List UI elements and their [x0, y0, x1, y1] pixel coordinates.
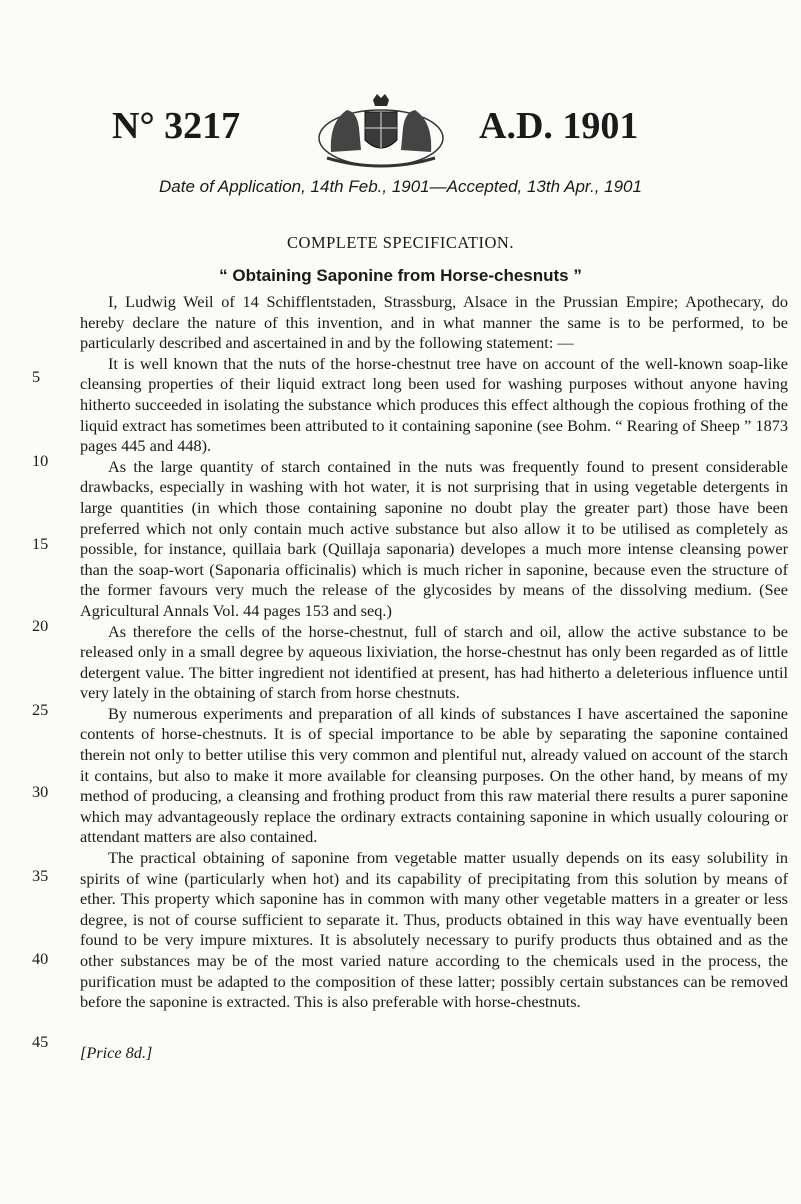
- line-number: 15: [32, 534, 49, 553]
- specification-body: [53, 292, 788, 1013]
- document-title: “ Obtaining Saponine from Horse-chesnuts ”: [219, 266, 582, 285]
- patent-year: A.D. 1901: [479, 105, 639, 147]
- paragraph-background: It is well known that the nuts of the horse-chestnut tree have on account of the well-known soap-like cleansing properties of their liquid extract long been used for washing purposes without anyone having hitherto succeeded in isolating the substance which produces this effect although the copious frothing of the liquid extract has sometimes been attributed to it containing saponine (see Bohm. “ Rearing of Sheep ” 1873 pages 445 and 448).: [80, 353, 788, 456]
- patent-number: N° 3217: [112, 105, 241, 147]
- specification-heading: COMPLETE SPECIFICATION.: [287, 233, 514, 252]
- line-number: 10: [32, 451, 49, 470]
- paragraph-obtaining: The practical obtaining of saponine from vegetable matter usually depends on its easy solubility in spirits of wine (particularly when hot) and its capability of precipitating from this solution by means of ether. This property which saponine has in common with many other vegetable matters in a greater or less degree, is not of course sufficient to separate it. Thus, products obtained in this way have eventually been found to be very impure mixtures. It is absolutely necessary to purify products thus obtained and as the other substances may be of the most varied nature according to the chemicals used in the process, the purification must be adapted to the composition of these latter; possibly certain substances can be removed before the saponine is extracted. This is also preferable with horse-chestnuts.: [80, 848, 788, 1012]
- line-number: 25: [32, 700, 49, 719]
- application-date-line: Date of Application, 14th Feb., 1901—Accepted, 13th Apr., 1901: [159, 177, 642, 196]
- line-number: 40: [32, 949, 49, 968]
- line-number: 35: [32, 866, 49, 885]
- price-label: [Price 8d.]: [80, 1043, 153, 1062]
- paragraph-experiments: By numerous experiments and preparation of all kinds of substances I have ascertained the saponine contents of horse-chestnuts. It is of special importance to be able by separating the saponine contained therein not only to better utilise this very common and plentiful nut, already valued on account of the starch it contains, but also to make it more available for cleansing purposes. On the other hand, by means of my method of producing, a cleansing and frothing product from this raw material there results a purer saponine which may advantageously replace the ordinary extracts containing saponine in which usually colouring or attendant matters are also contained.: [80, 703, 788, 847]
- line-number: 45: [32, 1032, 49, 1051]
- royal-coat-of-arms-icon: [301, 92, 461, 172]
- paragraph-starch: As the large quantity of starch contained in the nuts was frequently found to present considerable drawbacks, especially in washing with hot water, it is not surprising that in using vegetable detergents in large quantities (in which those containing saponine no doubt play the greater part) those have been preferred which not only contain much active substance but also allow it to be utilised as completely as possible, for instance, quillaia bark (Quillaja saponaria) developes a much more intense cleansing power than the soap-wort (Saponaria officinalis) which is much richer in saponine, because even the structure of the former favours very much the release of the glycosides by means of the dissolving medium. (See Agricultural Annals Vol. 44 pages 153 and seq.): [80, 456, 788, 620]
- paragraph-declaration: I, Ludwig Weil of 14 Schifflentstaden, Strassburg, Alsace in the Prussian Empire; Apothecary, do hereby declare the nature of this invention, and in what manner the same is to be performed, to be particularly described and ascertained in and by the following statement: —: [80, 292, 788, 353]
- line-number: 30: [32, 782, 49, 801]
- document-header: [0, 0, 801, 285]
- line-number: 20: [32, 616, 49, 635]
- line-number: 5: [32, 367, 41, 386]
- paragraph-lixiviation: As therefore the cells of the horse-chestnut, full of starch and oil, allow the active substance to be released only in a small degree by aqueous lixiviation, the horse-chestnut has only been regarded as of little detergent value. The bitter ingredient not identified at present, has had hitherto a deleterious influence until very lately in the obtaining of starch from horse chestnuts.: [80, 621, 788, 703]
